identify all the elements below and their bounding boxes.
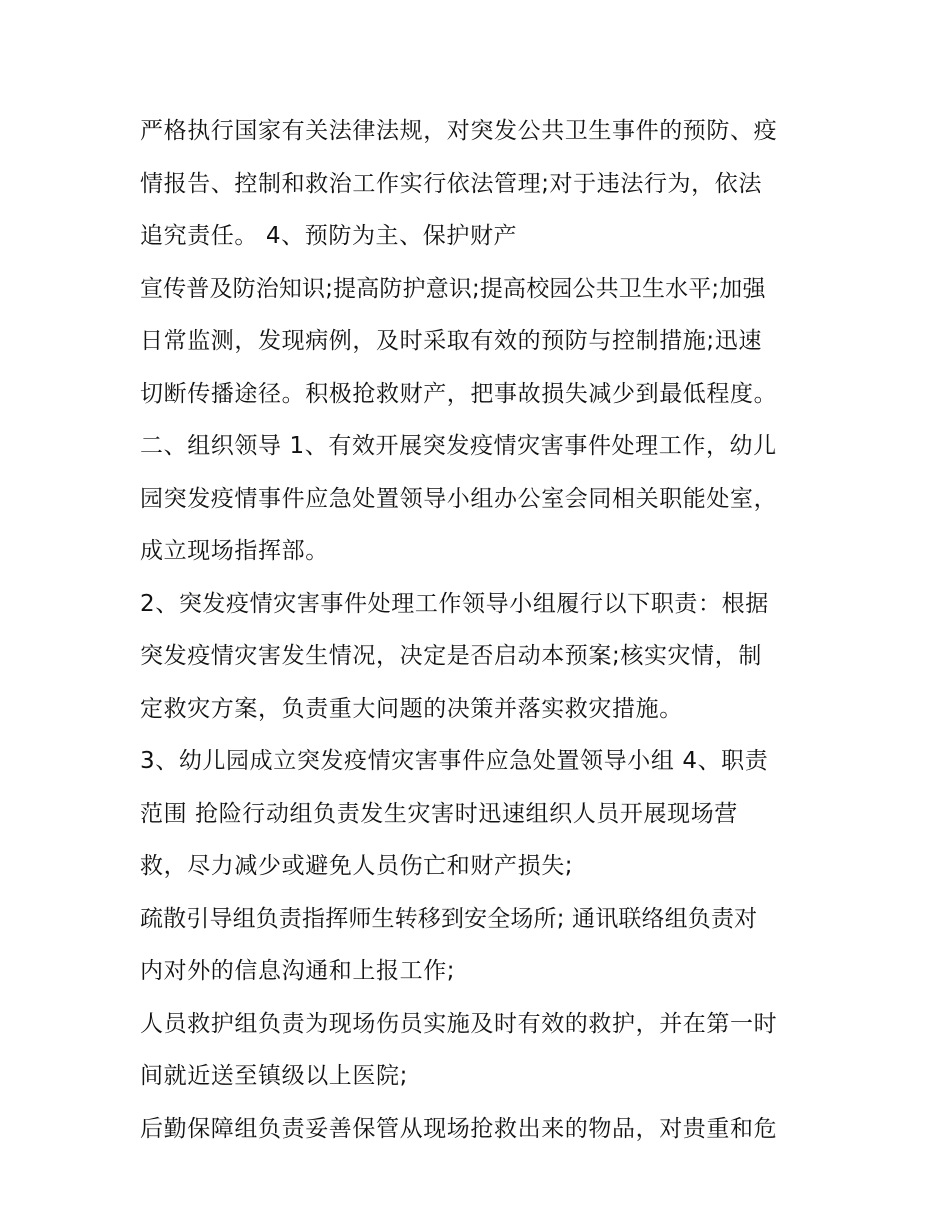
text-line: 人员救护组负责为现场伤员实施及时有效的救护，并在第一时 [140, 1010, 778, 1037]
text-line: 突发疫情灾害发生情况，决定是否启动本预案;核实灾情，制 [140, 643, 762, 669]
paragraph-medical-rescue [140, 998, 830, 1103]
text-line: 日常监测，发现病例，及时采取有效的预防与控制措施;迅速 [140, 328, 762, 354]
text-line: 疏散引导组负责指挥师生转移到安全场所; 通讯联络组负责对 [140, 905, 758, 932]
text-line: 追究责任。 4、预防为主、保护财产 [140, 223, 518, 249]
document-body [140, 105, 830, 1155]
text-line: 内对外的信息沟通和上报工作; [140, 958, 456, 984]
text-line: 范围 抢险行动组负责发生灾害时迅速组织人员开展现场营 [140, 800, 738, 827]
text-line: 园突发疫情事件应急处置领导小组办公室会同相关职能处室， [140, 485, 778, 512]
text-line: 后勤保障组负责妥善保管从现场抢救出来的物品，对贵重和危 [140, 1115, 778, 1142]
paragraph-response-team [140, 735, 830, 893]
text-line: 定救灾方案，负责重大问题的决策并落实救灾措施。 [140, 695, 683, 722]
paragraph-legal-management [140, 105, 830, 263]
text-line: 宣传普及防治知识;提高防护意识;提高校园公共卫生水平;加强 [140, 275, 766, 302]
text-line: 成立现场指挥部。 [140, 538, 329, 564]
paragraph-evacuation-communication [140, 893, 830, 998]
text-line: 情报告、控制和救治工作实行依法管理;对于违法行为，依法 [140, 170, 762, 197]
paragraph-prevention [140, 263, 830, 578]
text-line: 二、组织领导 1、有效开展突发疫情灾害事件处理工作，幼儿 [140, 433, 777, 459]
text-line: 间就近送至镇级以上医院; [140, 1063, 408, 1089]
text-line: 切断传播途径。积极抢救财产，把事故损失减少到最低程度。 [140, 380, 778, 407]
text-line: 3、幼儿园成立突发疫情灾害事件应急处置领导小组 4、职责 [140, 748, 769, 774]
text-line: 严格执行国家有关法律法规，对突发公共卫生事件的预防、疫 [140, 118, 778, 144]
paragraph-leadership-duties [140, 578, 830, 736]
paragraph-logistics [140, 1103, 830, 1156]
text-line: 救，尽力减少或避免人员伤亡和财产损失; [140, 853, 574, 879]
text-line: 2、突发疫情灾害事件处理工作领导小组履行以下职责：根据 [140, 590, 769, 617]
